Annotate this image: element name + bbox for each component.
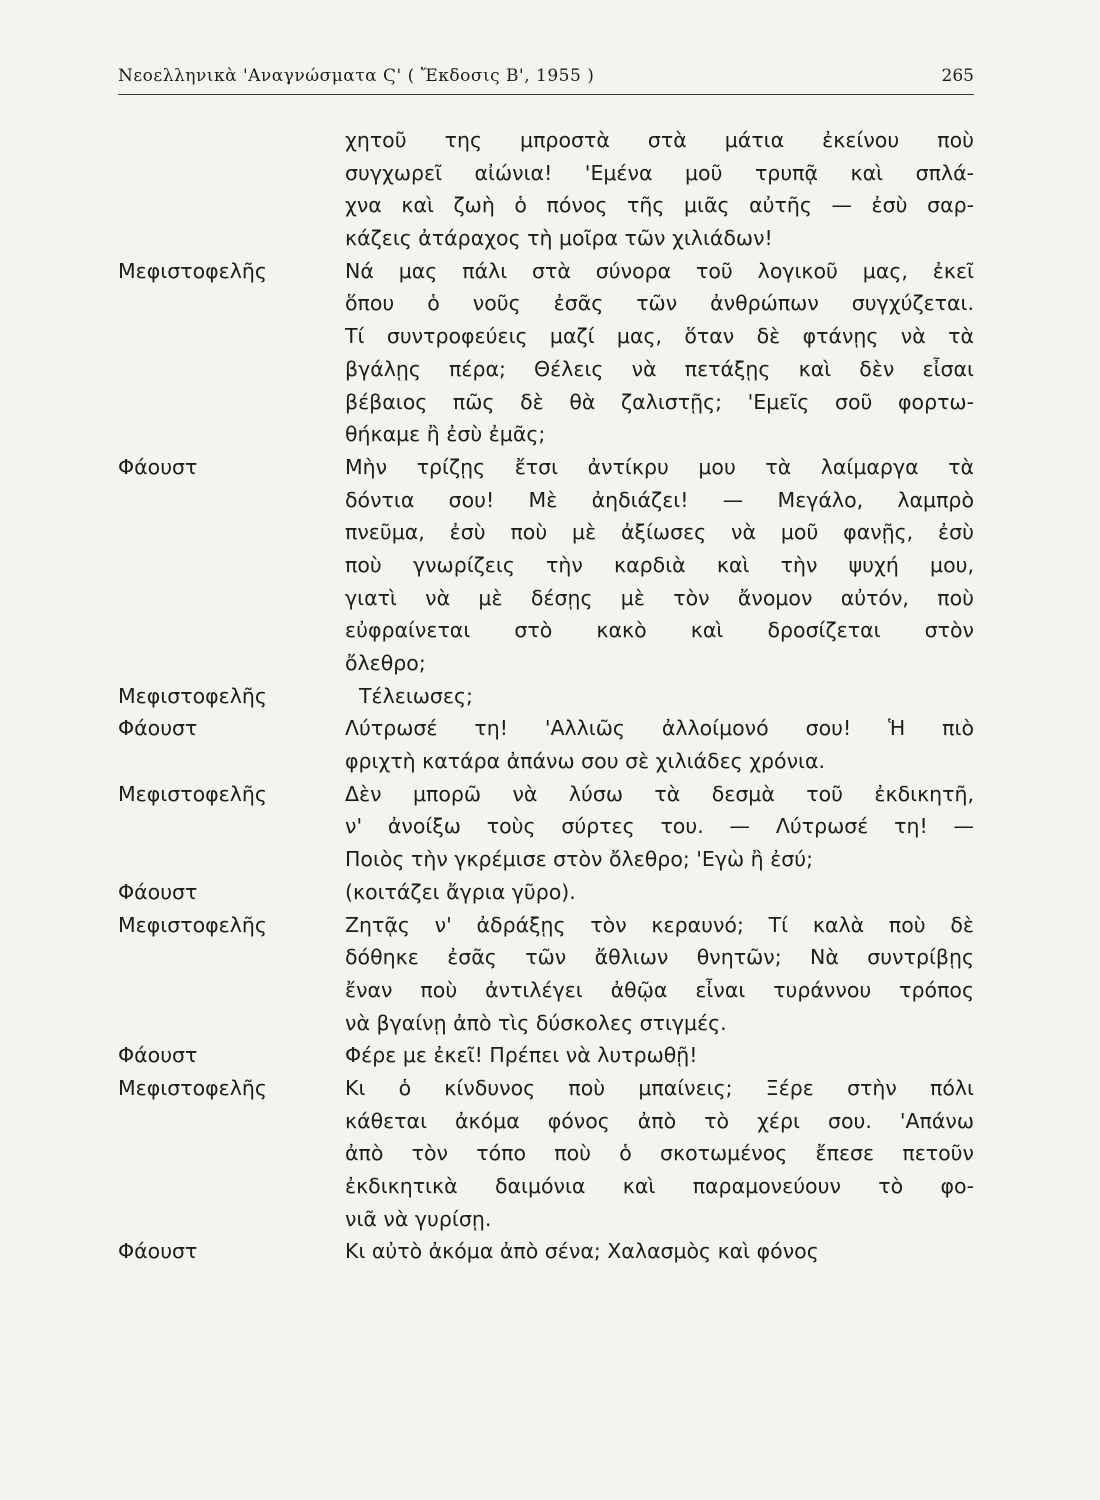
speaker-name: Φάουστ	[118, 716, 198, 741]
running-header	[118, 60, 974, 95]
dialogue-entry	[118, 451, 974, 680]
dialogue-entry	[118, 680, 974, 713]
speaker-name: Φάουστ	[118, 879, 198, 904]
text-line: ποὺ γνωρίζεις τὴν καρδιὰ καὶ τὴν ψυχή μου,	[345, 552, 974, 577]
text-line: (κοιτάζει ἄγρια γῦρο).	[345, 879, 576, 904]
text-line: ὄλεθρο;	[345, 651, 426, 675]
text-line: συγχωρεῖ αἰώνια! 'Εμένα μοῦ τρυπᾷ καὶ σπλά-	[345, 160, 974, 185]
text-line: κάζεις ἀτάραχος τὴ μοῖρα τῶν χιλιάδων!	[345, 226, 773, 251]
text-line: εὐφραίνεται στὸ κακὸ καὶ δροσίζεται στὸν	[345, 618, 974, 643]
text-line: νιᾶ νὰ γυρίσῃ.	[345, 1206, 492, 1231]
page-number: 265	[941, 66, 974, 86]
speech-text	[345, 909, 974, 1040]
text-line: βγάλῃς πέρα; Θέλεις νὰ πετάξῃς καὶ δὲν εἶσαι	[345, 356, 974, 381]
dialogue-entry	[118, 1039, 974, 1072]
dialogue-entry	[118, 124, 974, 255]
text-line: δόντια σου! Μὲ ἀηδιάζει! — Μεγάλο, λαμπρὸ	[345, 487, 974, 512]
speaker-name: Μεφιστοφελῆς	[118, 683, 267, 708]
dialogue-entry	[118, 778, 974, 876]
speech-text	[345, 1235, 974, 1268]
text-line: δόθηκε ἐσᾶς τῶν ἄθλιων θνητῶν; Νὰ συντρίβῃς	[345, 945, 974, 970]
speaker-name	[118, 124, 345, 255]
dialogue-entry	[118, 1072, 974, 1235]
speech-text	[345, 1039, 974, 1072]
dialogue-entry	[118, 876, 974, 909]
header-title: Νεοελληνικὰ 'Αναγνώσματα Ϛ' ( Ἔκδοσις Β', 1955 )	[118, 66, 595, 86]
text-line: Τέλειωσες;	[359, 683, 473, 708]
speech-text	[345, 680, 974, 713]
text-line: ἀπὸ τὸν τόπο ποὺ ὁ σκοτωμένος ἔπεσε πετοῦν	[345, 1141, 974, 1166]
text-line: βέβαιος πῶς δὲ θὰ ζαλιστῇς; 'Εμεῖς σοῦ φορτω-	[345, 389, 974, 414]
speaker-name: Φάουστ	[118, 1239, 198, 1264]
speaker-name: Φάουστ	[118, 1043, 198, 1068]
speech-text	[345, 255, 974, 451]
text-line: Λύτρωσέ τη! 'Αλλιῶς ἀλλοίμονό σου! Ἡ πιὸ	[345, 716, 974, 741]
text-line: ἐκδικητικὰ δαιμόνια καὶ παραμονεύουν τὸ φο-	[345, 1174, 974, 1199]
speech-text	[345, 876, 974, 909]
text-line: πνεῦμα, ἐσὺ ποὺ μὲ ἀξίωσες νὰ μοῦ φανῇς, ἐσὺ	[345, 520, 974, 545]
speech-text	[345, 124, 974, 255]
speaker-name: Φάουστ	[118, 454, 198, 479]
text-line: κάθεται ἀκόμα φόνος ἀπὸ τὸ χέρι σου. 'Απάνω	[345, 1108, 974, 1133]
text-line: χητοῦ της μπροστὰ στὰ μάτια ἐκείνου ποὺ	[345, 128, 974, 152]
dialogue-text	[118, 124, 974, 1268]
text-line: γιατὶ νὰ μὲ δέσῃς μὲ τὸν ἄνομον αὐτόν, ποὺ	[345, 585, 974, 610]
text-line: Νά μας πάλι στὰ σύνορα τοῦ λογικοῦ μας, ἐκεῖ	[345, 258, 974, 283]
text-line: Ποιὸς τὴν γκρέμισε στὸν ὄλεθρο; 'Εγὼ ἢ ἐσύ;	[345, 847, 814, 872]
dialogue-entry	[118, 909, 974, 1040]
speech-text	[345, 712, 974, 777]
text-line: ν' ἀνοίξω τοὺς σύρτες του. — Λύτρωσέ τη! —	[345, 814, 974, 839]
dialogue-entry	[118, 255, 974, 451]
text-line: Δὲν μπορῶ νὰ λύσω τὰ δεσμὰ τοῦ ἐκδικητῆ,	[345, 781, 974, 806]
text-line: Μὴν τρίζῃς ἔτσι ἀντίκρυ μου τὰ λαίμαργα τὰ	[345, 454, 974, 479]
speaker-name: Μεφιστοφελῆς	[118, 781, 267, 806]
speaker-name: Μεφιστοφελῆς	[118, 258, 267, 283]
speaker-name: Μεφιστοφελῆς	[118, 912, 267, 937]
text-line: Κι ὁ κίνδυνος ποὺ μπαίνεις; Ξέρε στὴν πόλι	[345, 1075, 974, 1100]
speech-text	[345, 778, 974, 876]
text-line: ὅπου ὁ νοῦς ἐσᾶς τῶν ἀνθρώπων συγχύζεται.	[345, 291, 974, 316]
speaker-name: Μεφιστοφελῆς	[118, 1075, 267, 1100]
speech-text	[345, 451, 974, 680]
text-line: φριχτὴ κατάρα ἀπάνω σου σὲ χιλιάδες χρόνια.	[345, 749, 826, 774]
text-line: Τί συντροφεύεις μαζί μας, ὅταν δὲ φτάνῃς νὰ τὰ	[345, 324, 974, 349]
text-line: χνα καὶ ζωὴ ὁ πόνος τῆς μιᾶς αὐτῆς — ἐσὺ σαρ-	[345, 193, 974, 218]
text-line: Κι αὐτὸ ἀκόμα ἀπὸ σένα; Χαλασμὸς καὶ φόνος	[345, 1239, 819, 1264]
text-line: Φέρε με ἐκεῖ! Πρέπει νὰ λυτρωθῇ!	[345, 1043, 698, 1068]
text-line: θήκαμε ἢ ἐσὺ ἐμᾶς;	[345, 422, 546, 447]
dialogue-entry	[118, 712, 974, 777]
text-line: ἔναν ποὺ ἀντιλέγει ἀθῷα εἶναι τυράννου τρόπος	[345, 977, 974, 1002]
text-line: νὰ βγαίνῃ ἀπὸ τὶς δύσκολες στιγμές.	[345, 1010, 727, 1035]
text-line: Ζητᾷς ν' ἀδράξῃς τὸν κεραυνό; Τί καλὰ ποὺ δὲ	[345, 912, 974, 937]
dialogue-entry	[118, 1235, 974, 1268]
speech-text	[345, 1072, 974, 1235]
